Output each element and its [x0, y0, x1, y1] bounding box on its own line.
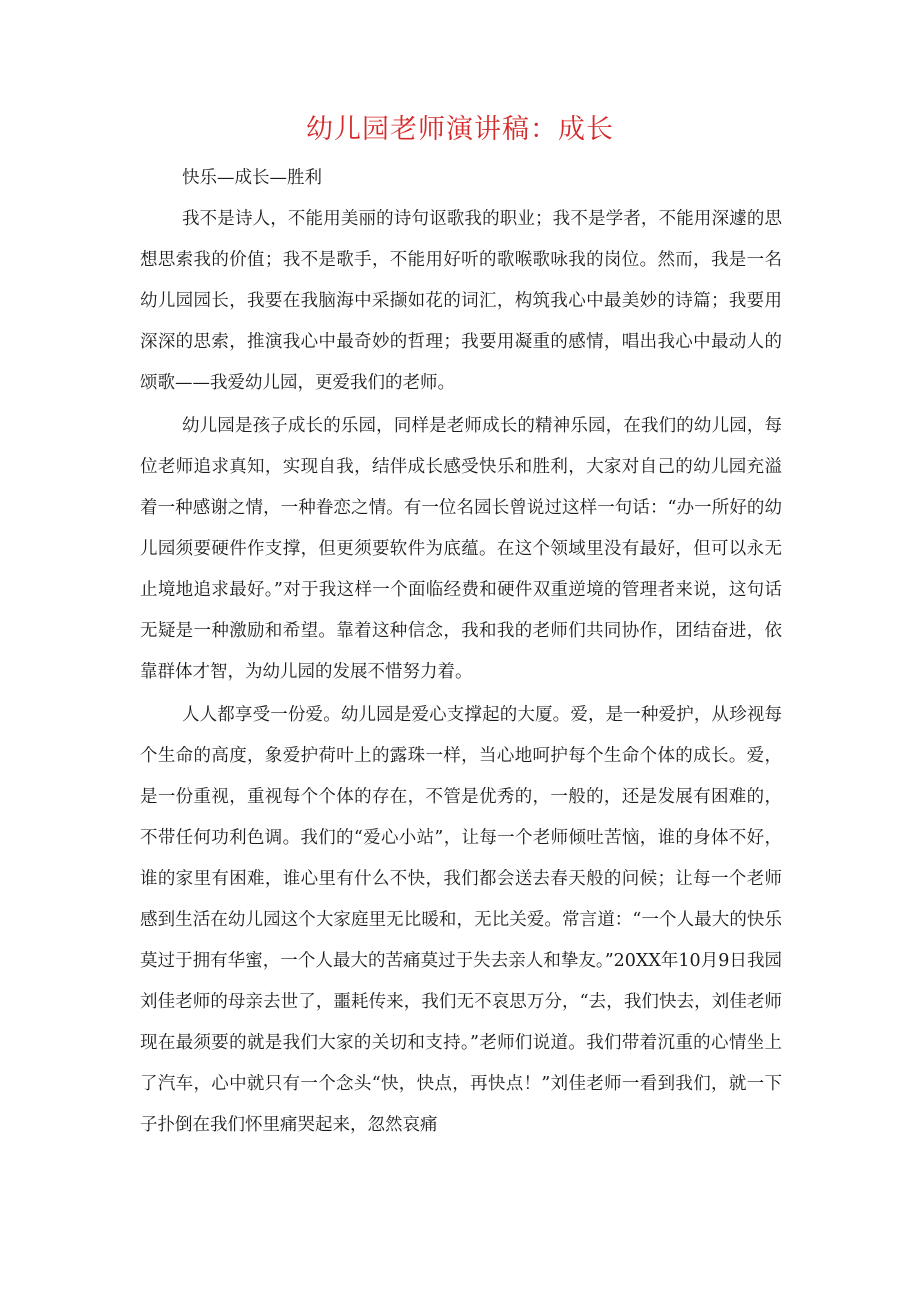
document-body [140, 158, 782, 1146]
paragraph-2: 幼儿园是孩子成长的乐园，同样是老师成长的精神乐园，在我们的幼儿园，每位老师追求真知，实现自我，结伴成长感受快乐和胜利，大家对自己的幼儿园充溢着一种感谢之情，一种眷恋之情。有一位名园长曾说过这样一句话：“办一所好的幼儿园须要硬件作支撑，但更须要软件为底蕴。在这个领域里没有最好，但可以永无止境地追求最好。”对于我这样一个面临经费和硬件双重逆境的管理者来说，这句话无疑是一种激励和希望。靠着这种信念，我和我的老师们共同协作，团结奋进，依靠群体才智，为幼儿园的发展不惜努力着。 [140, 416, 782, 682]
document-title: 幼儿园老师演讲稿：成长 [306, 114, 614, 145]
paragraph-1: 我不是诗人，不能用美丽的诗句讴歌我的职业；我不是学者，不能用深遽的思想思索我的价值；我不是歌手，不能用好听的歌喉歌咏我的岗位。然而，我是一名幼儿园园长，我要在我脑海中采撷如花的词汇，构筑我心中最美妙的诗篇；我要用深深的思索，推演我心中最奇妙的哲理；我要用凝重的感情，唱出我心中最动人的颂歌——我爱幼儿园，更爱我们的老师。 [140, 209, 782, 393]
document-subtitle: 快乐—成长—胜利 [182, 168, 322, 188]
paragraph-3: 人人都享受一份爱。幼儿园是爱心支撑起的大厦。爱，是一种爱护，从珍视每个生命的高度，象爱护荷叶上的露珠一样，当心地呵护每个生命个体的成长。爱，是一份重视，重视每个个体的存在，不管是优秀的，一般的，还是发展有困难的，不带任何功利色调。我们的“爱心小站”，让每一个老师倾吐苦恼，谁的身体不好，谁的家里有困难，谁心里有什么不快，我们都会送去春天般的问候；让每一个老师感到生活在幼儿园这个大家庭里无比暖和，无比关爱。常言道：“一个人最大的快乐莫过于拥有华蜜，一个人最大的苦痛莫过于失去亲人和挚友。”20XX年10月9日我园刘佳老师的母亲去世了，噩耗传来，我们无不哀思万分，“去，我们快去，刘佳老师现在最须要的就是我们大家的关切和支持。”老师们说道。我们带着沉重的心情坐上了汽车，心中就只有一个念头“快，快点，再快点！”刘佳老师一看到我们，就一下子扑倒在我们怀里痛哭起来，忽然哀痛 [140, 705, 782, 1135]
